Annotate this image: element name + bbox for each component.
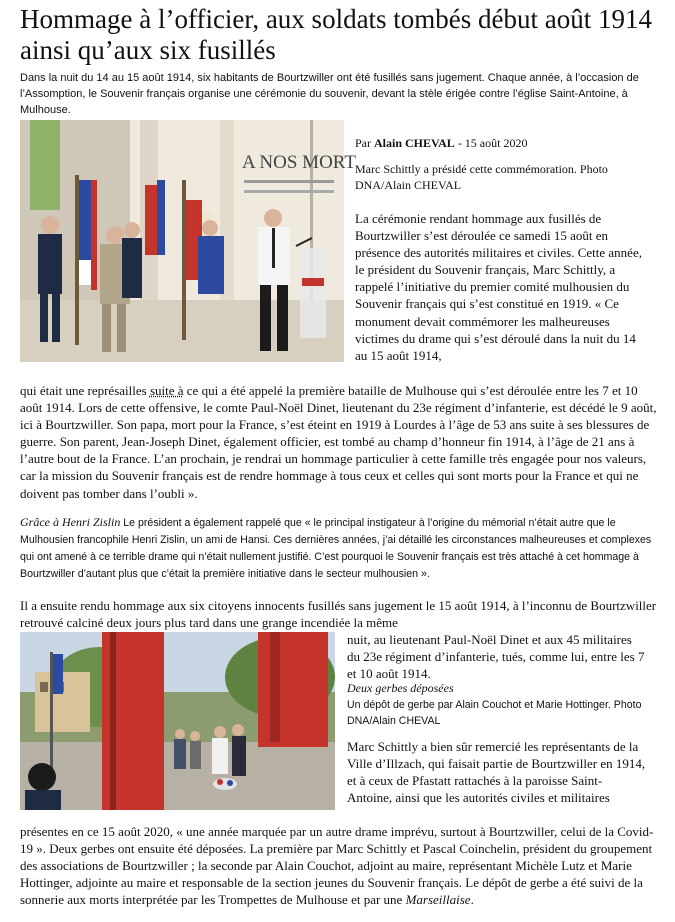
byline-prefix: Par <box>355 136 374 150</box>
publish-date: - 15 août 2020 <box>454 136 528 150</box>
photo-2-caption: Un dépôt de gerbe par Alain Couchot et Marie Hottinger. Photo DNA/Alain CHEVAL <box>347 699 642 727</box>
paragraph-2-full: Il a ensuite rendu hommage aux six citoyens innocents fusillés sans jugement le 15 août 1914, à l’inconnu de Bourtzwiller retrouvé calciné deux jours plus tard dans une grange incendiée la même <box>20 598 657 631</box>
ceremony-photo-1[interactable] <box>20 120 356 362</box>
quote-heading: Grâce à Henri Zislin <box>20 515 121 529</box>
photo-2-caption-block <box>347 680 647 729</box>
monument-inscription: A NOS MORT <box>242 152 356 173</box>
ceremony-photo-1-image <box>20 120 356 362</box>
paragraph-3-column: Marc Schittly a bien sûr remercié les représentants de la Ville d’Illzach, qui faisait partie de Bourtzwiller en 1914, et à ceux de Pfastatt rattachés à la paroisse Saint-Antoine, ainsi que les autorités civiles et militaires <box>347 739 646 806</box>
article-lede: Dans la nuit du 14 au 15 août 1914, six habitants de Bourtzwiller ont été fusillés sans jugement. Chaque année, à l’occasion de l’Assomption, le Souvenir français organise une cérémonie du souvenir, devant la stèle érigée contre l’église Saint-Antoine, à Mulhouse. <box>20 72 639 116</box>
photo-1-caption: Marc Schittly a présidé cette commémoration. Photo DNA/Alain CHEVAL <box>355 162 608 192</box>
ceremony-photo-2[interactable] <box>20 632 335 810</box>
marseillaise-italic: Marseillaise <box>405 892 471 908</box>
inline-link[interactable]: suite à <box>149 383 184 398</box>
ceremony-photo-2-image <box>20 632 335 810</box>
author-name[interactable]: Alain CHEVAL <box>374 136 455 150</box>
paragraph-1-text-b: ce qui a été appelé la première bataille de Mulhouse qui s’est déroulée entre les 7 et 10 août 1914. Lors de cette offensive, le comte Paul-Noël Dinet, lieutenant du 23e régiment d’infanterie, est décédé le 9 août, ici à Bourtzwiller. Son papa, mort pour la France, s’est éteint en 1919 à Lourdes à l’âge de 53 ans suite à ses blessures de guerre. Son parent, Jean-Joseph Dinet, également officier, est tombé au champ d’honneur fin 1914, à l’âge de 21 ans à l’autre bout de la France. L’an prochain, je rendrai un hommage particulier à cette famille très engagée pour nos valeurs, car la mission du Souvenir français est de rendre hommage à tous ceux et celles qui sont morts pour la France et qui ne doivent pas tomber dans l’oubli ». <box>20 383 657 501</box>
byline <box>355 135 527 151</box>
paragraph-3-full <box>20 823 660 908</box>
quote-body: Le président a également rappelé que « le principal instigateur à l’origine du mémorial n’était autre que le Mulhousien francophile Henri Zislin, un ami de Hansi. Ces dernières années, j’ai détaillé les circonstances malheureuses et complexes qui ont amené à ce terrible drame qui n’était nullement justifié. C’est pourquoi le Souvenir français est très attaché à cet hommage à Bourtzwiller d’autant plus que c’était la première initiative dans le secteur mulhousien ». <box>20 517 652 580</box>
paragraph-3-end: . <box>470 892 474 908</box>
paragraph-2-column: nuit, au lieutenant Paul-Noël Dinet et aux 45 militaires du 23e régiment d’infanterie, tués, comme lui, entre les 7 et 10 août 1914. <box>347 632 645 682</box>
paragraph-1-full <box>20 382 660 502</box>
paragraph-3-text: présentes en ce 15 août 2020, « une année marquée par un autre drame imprévu, surtout à Bourtzwiller, celui de la Covid-19 ». Deux gerbes ont ensuite été déposées. La première par Marc Schittly et Pascal Coinchelin, président du groupement des associations de Bourtzwiller ; la seconde par Alain Couchot, adjoint au maire, représentant Michèle Lutz et Marie Hottinger, adjointe au maire et responsable de la section jeunes du Souvenir français. Le dépôt de gerbe a été suivi de la sonnerie aux morts interprétée par les Trompettes de Mulhouse et par une <box>20 824 654 908</box>
paragraph-1-column: La cérémonie rendant hommage aux fusillés de Bourtzwiller s’est déroulée ce samedi 15 août en présence des autorités militaires et civiles. Cette année, le président du Souvenir français, Marc Schittly, a rappelé l’initiative du premier comité mulhousien du Souvenir français qui s’est constitué en 1919. « Ce monument devait commémorer les malheureuses victimes du drame qui s’est déroulé dans la nuit du 14 au 15 août 1914, <box>355 211 642 363</box>
subheading-deux-gerbes: Deux gerbes déposées <box>347 681 454 695</box>
quote-section <box>20 514 660 583</box>
paragraph-1-text-a: qui était une représailles <box>20 383 150 398</box>
article-title: Hommage à l’officier, aux soldats tombés début août 1914 ainsi qu’aux six fusillés <box>20 4 653 65</box>
